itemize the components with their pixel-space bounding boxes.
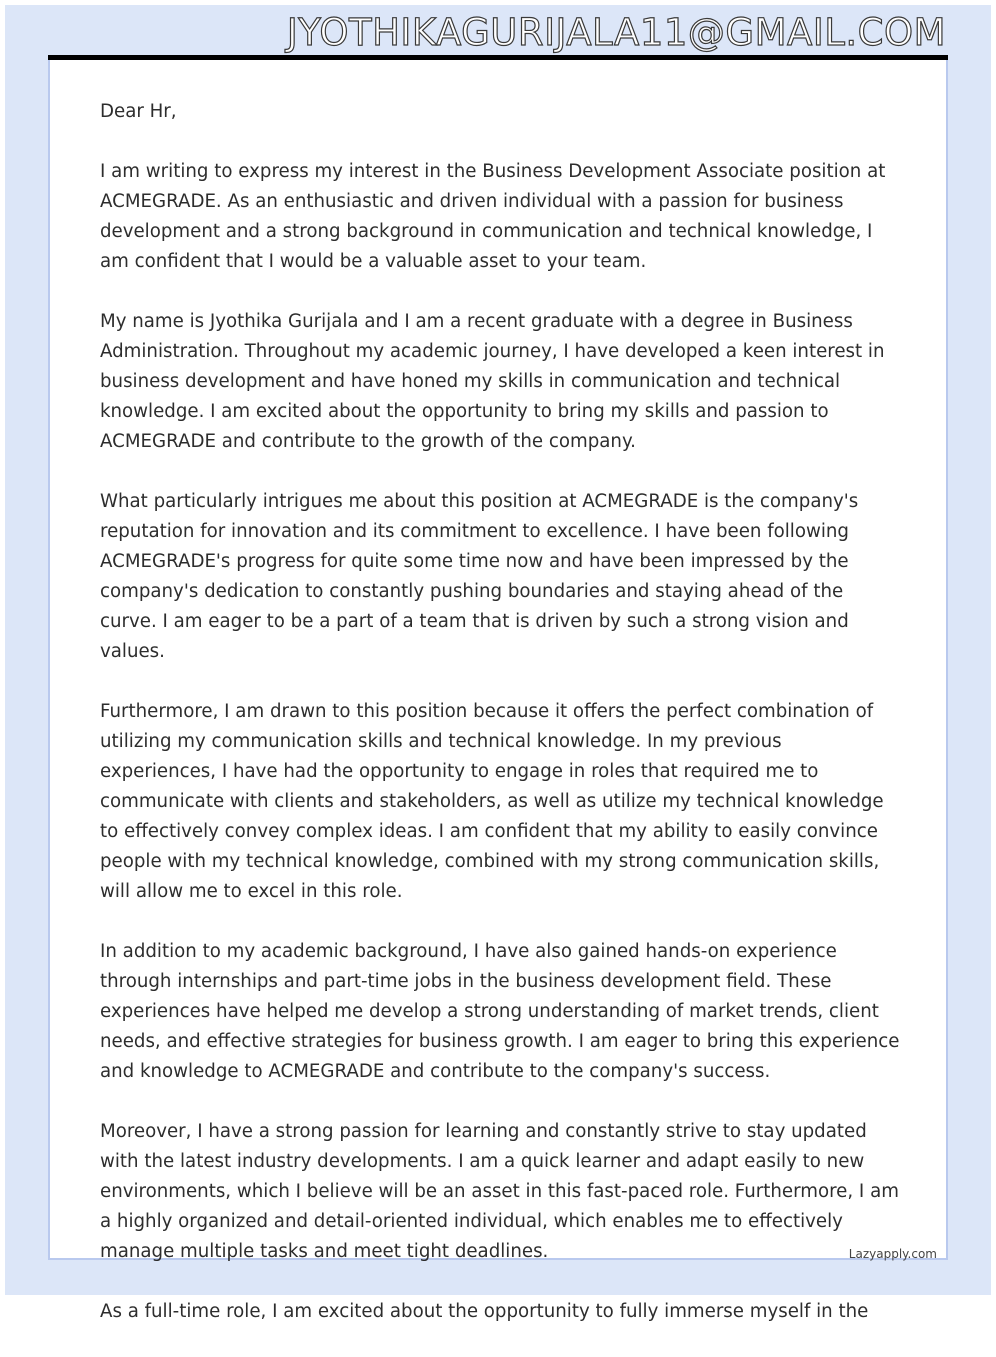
paragraph-2: My name is Jyothika Gurijala and I am a recent graduate with a degree in Business Administration. Throughout my academic journey, I have developed a keen interest in business development and have honed my skills in communication and technical knowledge. I am excited about the opportunity to bring my skills and passion to ACMEGRADE and contribute to the growth of the company. — [100, 311, 885, 452]
paragraph-3: What particularly intrigues me about this position at ACMEGRADE is the company's reputation for innovation and its commitment to excellence. I have been following ACMEGRADE's progress for quite some time now and have been impressed by the company's dedication to constantly pushing boundaries and staying ahead of the curve. I am eager to be a part of a team that is driven by such a strong vision and values. — [100, 491, 859, 662]
paragraph-4: Furthermore, I am drawn to this position because it offers the perfect combination of utilizing my communication skills and technical knowledge. In my previous experiences, I have had the opportunity to engage in roles that required me to communicate with clients and stakeholders, as well as utilize my technical knowledge to effectively convey complex ideas. I am confident that my ability to easily convince people with my technical knowledge, combined with my strong communication skills, will allow me to excel in this role. — [100, 701, 884, 902]
paragraph-5: In addition to my academic background, I have also gained hands-on experience through internships and part-time jobs in the business development field. These experiences have helped me develop a strong understanding of market trends, client needs, and effective strategies for business growth. I am eager to bring this experience and knowledge to ACMEGRADE and contribute to the company's success. — [100, 941, 900, 1082]
lazyapply-watermark: Lazyapply.com — [848, 1247, 937, 1261]
paragraph-1: I am writing to express my interest in the Business Development Associate position at ACMEGRADE. As an enthusiastic and driven individual with a passion for business development and a strong background in communication and technical knowledge, I am confident that I would be a valuable asset to your team. — [100, 161, 886, 272]
letter-body — [100, 97, 900, 1357]
paragraph-7: As a full-time role, I am excited about the opportunity to fully immerse myself in the — [100, 1301, 869, 1322]
email-header: JYOTHIKAGURIJALA11@GMAIL.COM — [286, 11, 946, 54]
salutation: Dear Hr, — [100, 101, 177, 122]
paragraph-6: Moreover, I have a strong passion for learning and constantly strive to stay updated with the latest industry developments. I am a quick learner and adapt easily to new environments, which I believe will be an asset in this fast-paced role. Furthermore, I am a highly organized and detail-oriented individual, which enables me to effectively manage multiple tasks and meet tight deadlines. — [100, 1121, 899, 1262]
